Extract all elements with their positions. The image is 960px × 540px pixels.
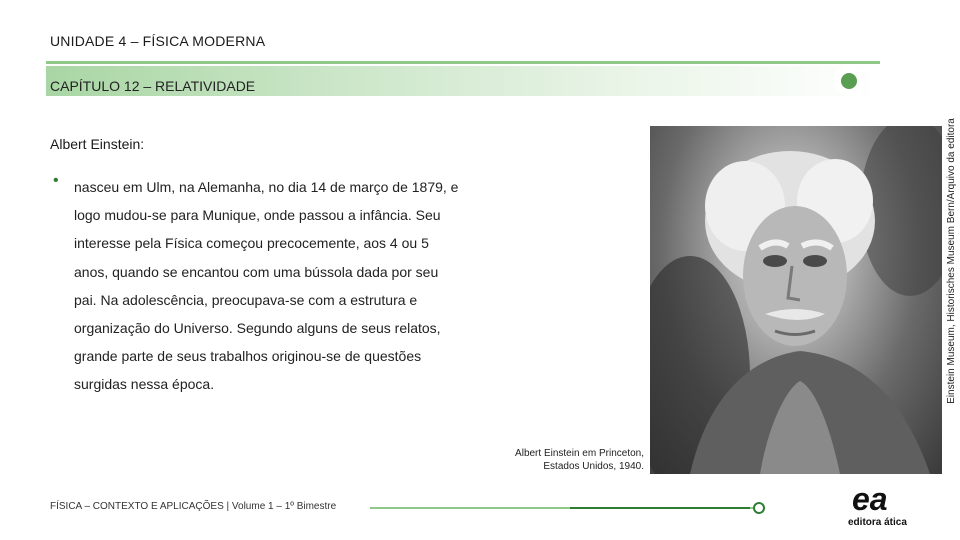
header-divider <box>46 61 880 64</box>
chapter-title: CAPÍTULO 12 – RELATIVIDADE <box>50 78 256 94</box>
bullet-icon: • <box>53 172 59 189</box>
einstein-photo <box>650 126 942 474</box>
caption-line-2: Estados Unidos, 1940. <box>543 461 644 472</box>
logo-mark-text: ea <box>852 484 888 514</box>
photo-credit: Einstein Museum, Historisches Museum Bern/Arquivo da editora <box>946 118 957 404</box>
footer-text: FÍSICA – CONTEXTO E APLICAÇÕES | Volume 1 – 1º Bimestre <box>50 501 337 512</box>
footer-dot-icon <box>753 502 765 514</box>
footer-line-accent <box>570 507 750 509</box>
photo-caption <box>470 447 644 473</box>
bullet-paragraph: nasceu em Ulm, na Alemanha, no dia 14 de março de 1879, e logo mudou-se para Munique, onde passou a infância. Seu interesse pela Física começou precocemente, aos 4 ou 5 anos, quando se encantou com uma bússola dada por seu pai. Na adolescência, preocupava-se com a estrutura e organização do Universo. Segundo alguns de seus relatos, grande parte de seus trabalhos originou-se de questões surgidas nessa época. <box>74 179 459 393</box>
unit-title: UNIDADE 4 – FÍSICA MODERNA <box>50 33 266 49</box>
chapter-dot-icon <box>834 66 864 96</box>
editora-logo-text: editora ática <box>848 517 907 528</box>
editora-logo-icon <box>852 484 904 514</box>
caption-line-1: Albert Einstein em Princeton, <box>515 448 644 459</box>
section-heading: Albert Einstein: <box>50 136 145 152</box>
